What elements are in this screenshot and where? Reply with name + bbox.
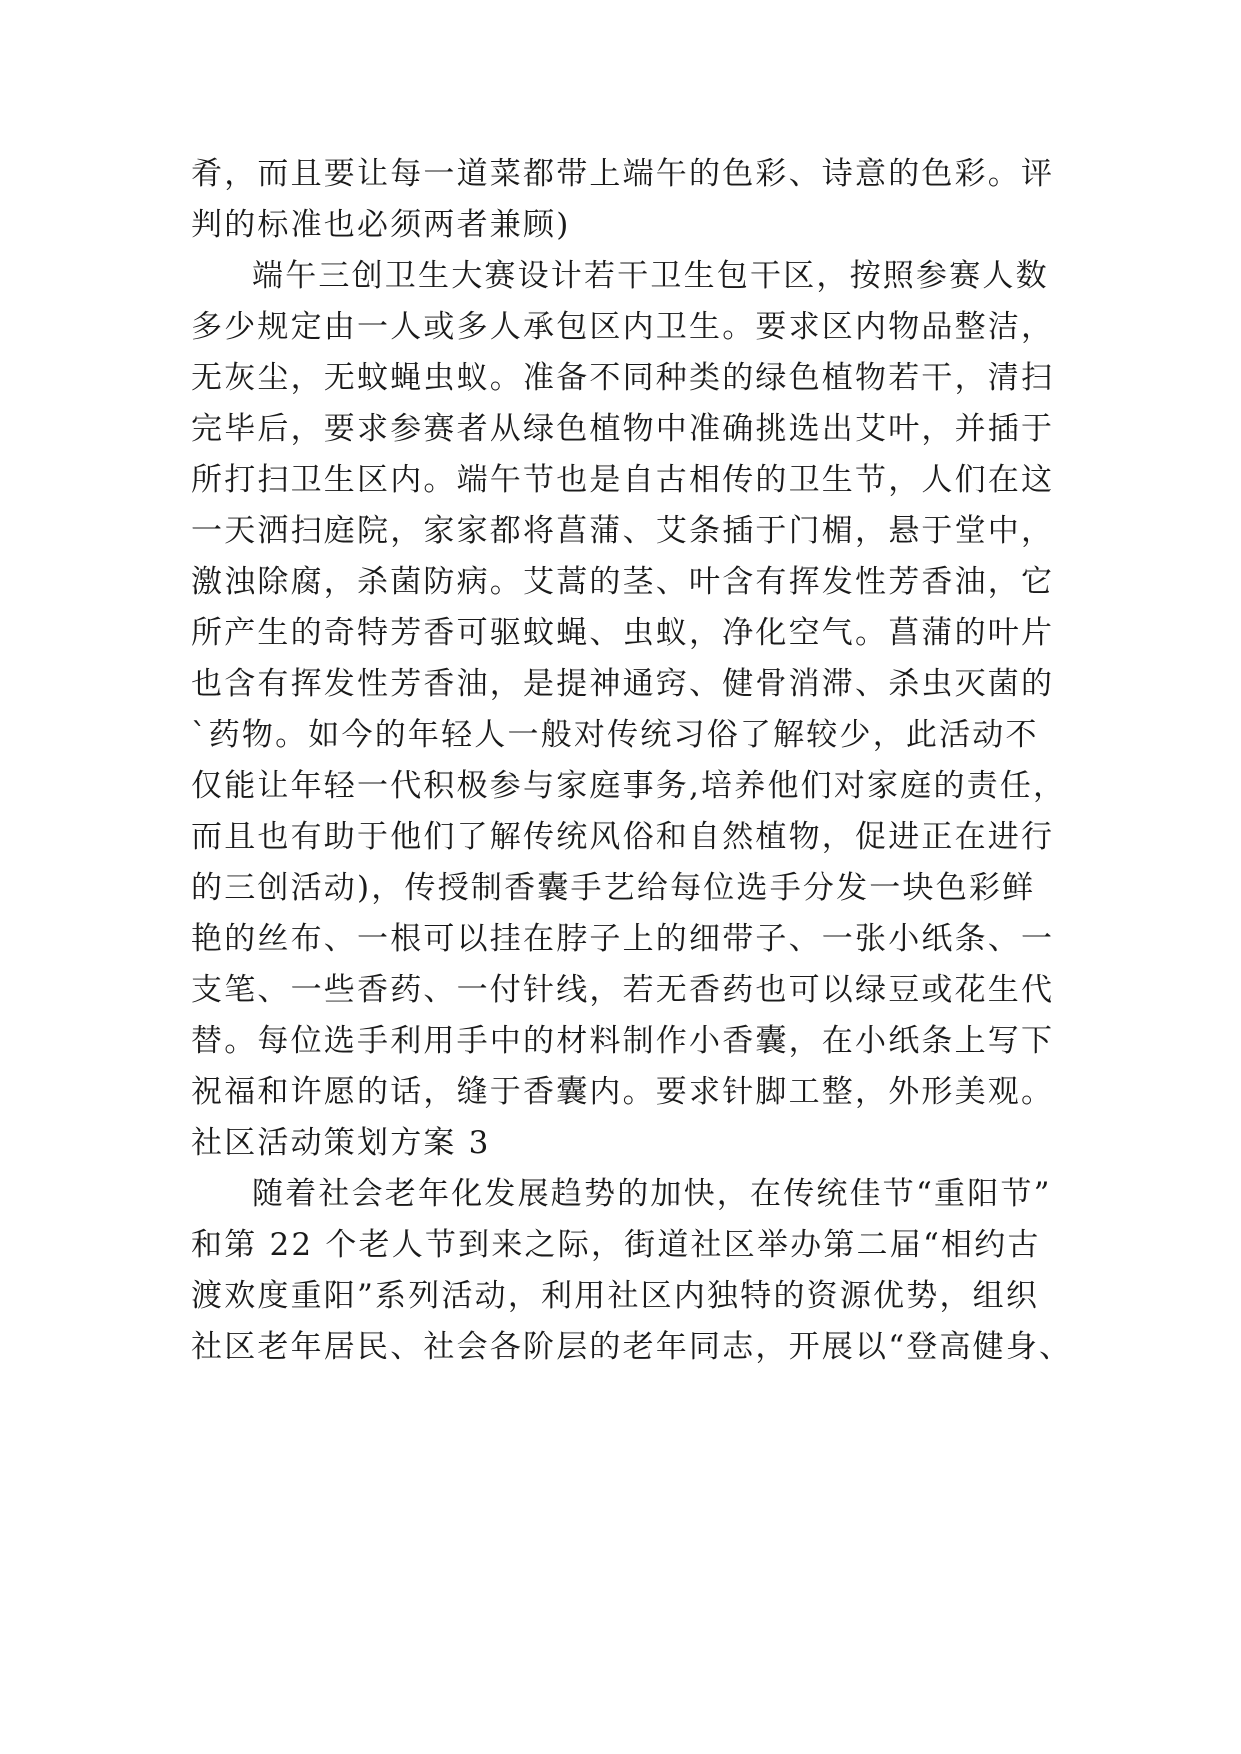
paragraph-line: 而且也有助于他们了解传统风俗和自然植物，促进正在进行: [191, 819, 1055, 855]
paragraph-line: 仅能让年轻一代积极参与家庭事务,培养他们对家庭的责任，: [191, 768, 1067, 804]
paragraph-line: 无灰尘，无蚊蝇虫蚁。准备不同种类的绿色植物若干，清扫: [191, 360, 1055, 396]
paragraph-line: 所产生的奇特芳香可驱蚊蝇、虫蚁，净化空气。菖蒲的叶片: [191, 615, 1055, 651]
paragraph-line: 艳的丝布、一根可以挂在脖子上的细带子、一张小纸条、一: [191, 921, 1055, 957]
paragraph-first-line: 端午三创卫生大赛设计若干卫生包干区，按照参赛人数: [252, 258, 1049, 294]
paragraph-line: 渡欢度重阳”系列活动，利用社区内独特的资源优势，组织: [191, 1278, 1040, 1314]
paragraph-line: 社区老年居民、社会各阶层的老年同志，开展以“登高健身、: [191, 1329, 1073, 1365]
paragraph-line: 也含有挥发性芳香油，是提神通窍、健骨消滞、杀虫灭菌的: [191, 666, 1055, 702]
paragraph-line: 和第 22 个老人节到来之际，街道社区举办第二届“相约古: [191, 1227, 1041, 1263]
paragraph-line: `药物。如今的年轻人一般对传统习俗了解较少，此活动不: [191, 717, 1039, 753]
paragraph-line: 肴，而且要让每一道菜都带上端午的色彩、诗意的色彩。评: [191, 156, 1055, 192]
paragraph-line: 所打扫卫生区内。端午节也是自古相传的卫生节，人们在这: [191, 462, 1055, 498]
section-heading: 社区活动策划方案 3: [191, 1125, 491, 1161]
paragraph-line: 判的标准也必须两者兼顾): [191, 207, 571, 243]
paragraph-line: 多少规定由一人或多人承包区内卫生。要求区内物品整洁，: [191, 309, 1055, 345]
paragraph-line: 替。每位选手利用手中的材料制作小香囊，在小纸条上写下: [191, 1023, 1055, 1059]
paragraph-line: 祝福和许愿的话，缝于香囊内。要求针脚工整，外形美观。: [191, 1074, 1055, 1110]
paragraph-line: 完毕后，要求参赛者从绿色植物中准确挑选出艾叶，并插于: [191, 411, 1055, 447]
paragraph-line: 一天洒扫庭院，家家都将菖蒲、艾条插于门楣，悬于堂中，: [191, 513, 1055, 549]
paragraph-line: 支笔、一些香药、一付针线，若无香药也可以绿豆或花生代: [191, 972, 1055, 1008]
paragraph-first-line: 随着社会老年化发展趋势的加快，在传统佳节“重阳节”: [252, 1176, 1052, 1212]
paragraph-line: 的三创活动)，传授制香囊手艺给每位选手分发一块色彩鲜: [191, 870, 1036, 906]
paragraph-line: 激浊除腐，杀菌防病。艾蒿的茎、叶含有挥发性芳香油，它: [191, 564, 1055, 600]
